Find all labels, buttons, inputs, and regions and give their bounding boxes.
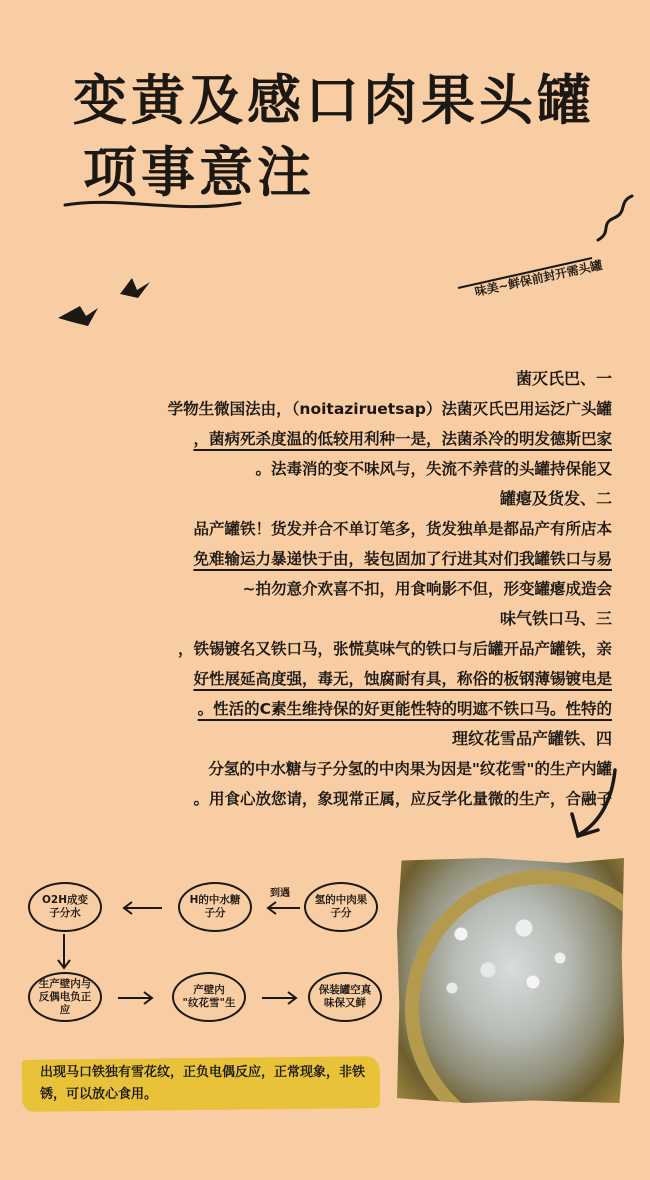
- bird-icon-2: [58, 306, 98, 326]
- body-line-text: 二、发货及瘪罐: [499, 489, 612, 508]
- squiggle-icon: [598, 196, 632, 240]
- diagram-node-hydrogen-fruit: 果肉中的氢分子: [304, 882, 378, 932]
- body-line: [38, 754, 612, 784]
- arrow-n1-to-n2: [268, 902, 300, 914]
- body-line: [38, 784, 612, 814]
- body-line-text: 本店所有产品都是单独发货，多笔订单不合并发货！铁罐产品: [193, 520, 612, 538]
- page-title-second-line: 注意事项: [83, 141, 315, 204]
- body-line-text: 的特性。马口铁不遮明的特性能更好的保持维生素C的活性。: [197, 700, 612, 718]
- body-line: [38, 544, 612, 574]
- section-heading: [38, 604, 612, 634]
- arrow-n3-to-n4: [58, 934, 70, 968]
- section-heading: [38, 364, 612, 394]
- body-text: [38, 364, 612, 814]
- diagram-node-snowflake: 内壁产生"雪花纹": [172, 972, 246, 1022]
- section-heading: [38, 724, 612, 754]
- body-line-text: 子融合，产生的微量化学反应，属正常现象，请您放心食用。: [193, 790, 612, 808]
- bottom-note: 出现马口铁独有雪花纹，正负电偶反应，正常现象，非铁锈，可以放心食用。: [40, 1065, 366, 1102]
- page-title: 罐头果肉口感及黄变: [73, 69, 595, 132]
- arrow-n2-to-n3: [124, 902, 162, 914]
- body-line-text: 亲，铁罐产品开罐后与口铁的气味莫慌张，马口铁又名镀锡铁，: [177, 640, 612, 658]
- diagram-edge-label: 遇到: [270, 888, 290, 899]
- body-line-text: 是电镀锡薄钢板的俗称，具有耐腐蚀，无毒，强度高延展性好: [193, 670, 612, 688]
- snowflake-pattern: [425, 898, 605, 1018]
- body-line: [38, 664, 612, 694]
- body-line: [38, 694, 612, 724]
- body-line-text: 家巴斯德发明的冷杀菌法，是一种利用较低的温度杀死病菌，: [193, 430, 612, 448]
- diagram-node-water: 变成H2O水分子: [28, 882, 102, 932]
- subtitle: 罐头需开封前保鲜~美味: [473, 258, 604, 299]
- bird-icon: [120, 278, 150, 298]
- diagram-node-vacuum: 真空罐装保鲜又保味: [308, 972, 382, 1022]
- body-line: [38, 454, 612, 484]
- body-line-text: 会造成瘪罐变形，但不影响食用，扣不喜欢介意勿拍~: [242, 580, 612, 598]
- section-heading: [38, 484, 612, 514]
- body-line-text: 罐内产生的"雪花纹"是因为果肉中的氢分子与糖水中的氢分: [208, 760, 612, 778]
- body-line: [38, 634, 612, 664]
- body-line-text: 一、巴氏灭菌: [515, 369, 612, 388]
- body-line: [38, 574, 612, 604]
- body-line: [38, 424, 612, 454]
- body-line: [38, 394, 612, 424]
- diagram-node-hydrogen-syrup: 糖水中的H分子: [178, 882, 252, 932]
- arrow-n5-to-n6: [262, 992, 296, 1004]
- body-line-text: 罐头广泛运用巴氏灭菌法（pasteurization），由法国微生物学: [167, 400, 612, 418]
- can-interior-photo: [397, 858, 624, 1103]
- arrow-n4-to-n5: [118, 992, 152, 1004]
- body-line-text: 四、铁罐产品雪花纹理: [451, 729, 612, 748]
- body-line-text: 三、马口铁气味: [499, 609, 612, 628]
- body-line: [38, 514, 612, 544]
- body-line-text: 易与口铁罐我们对其进行了加固包装，由于快递暴力运输难免: [193, 550, 612, 568]
- body-line-text: 又能保持罐头的营养不流失，与风味不变的消毒法。: [255, 460, 612, 478]
- diagram-node-galvanic: 与内壁产生正负电偶反应: [28, 972, 102, 1022]
- title-underline-swoosh: [65, 202, 240, 206]
